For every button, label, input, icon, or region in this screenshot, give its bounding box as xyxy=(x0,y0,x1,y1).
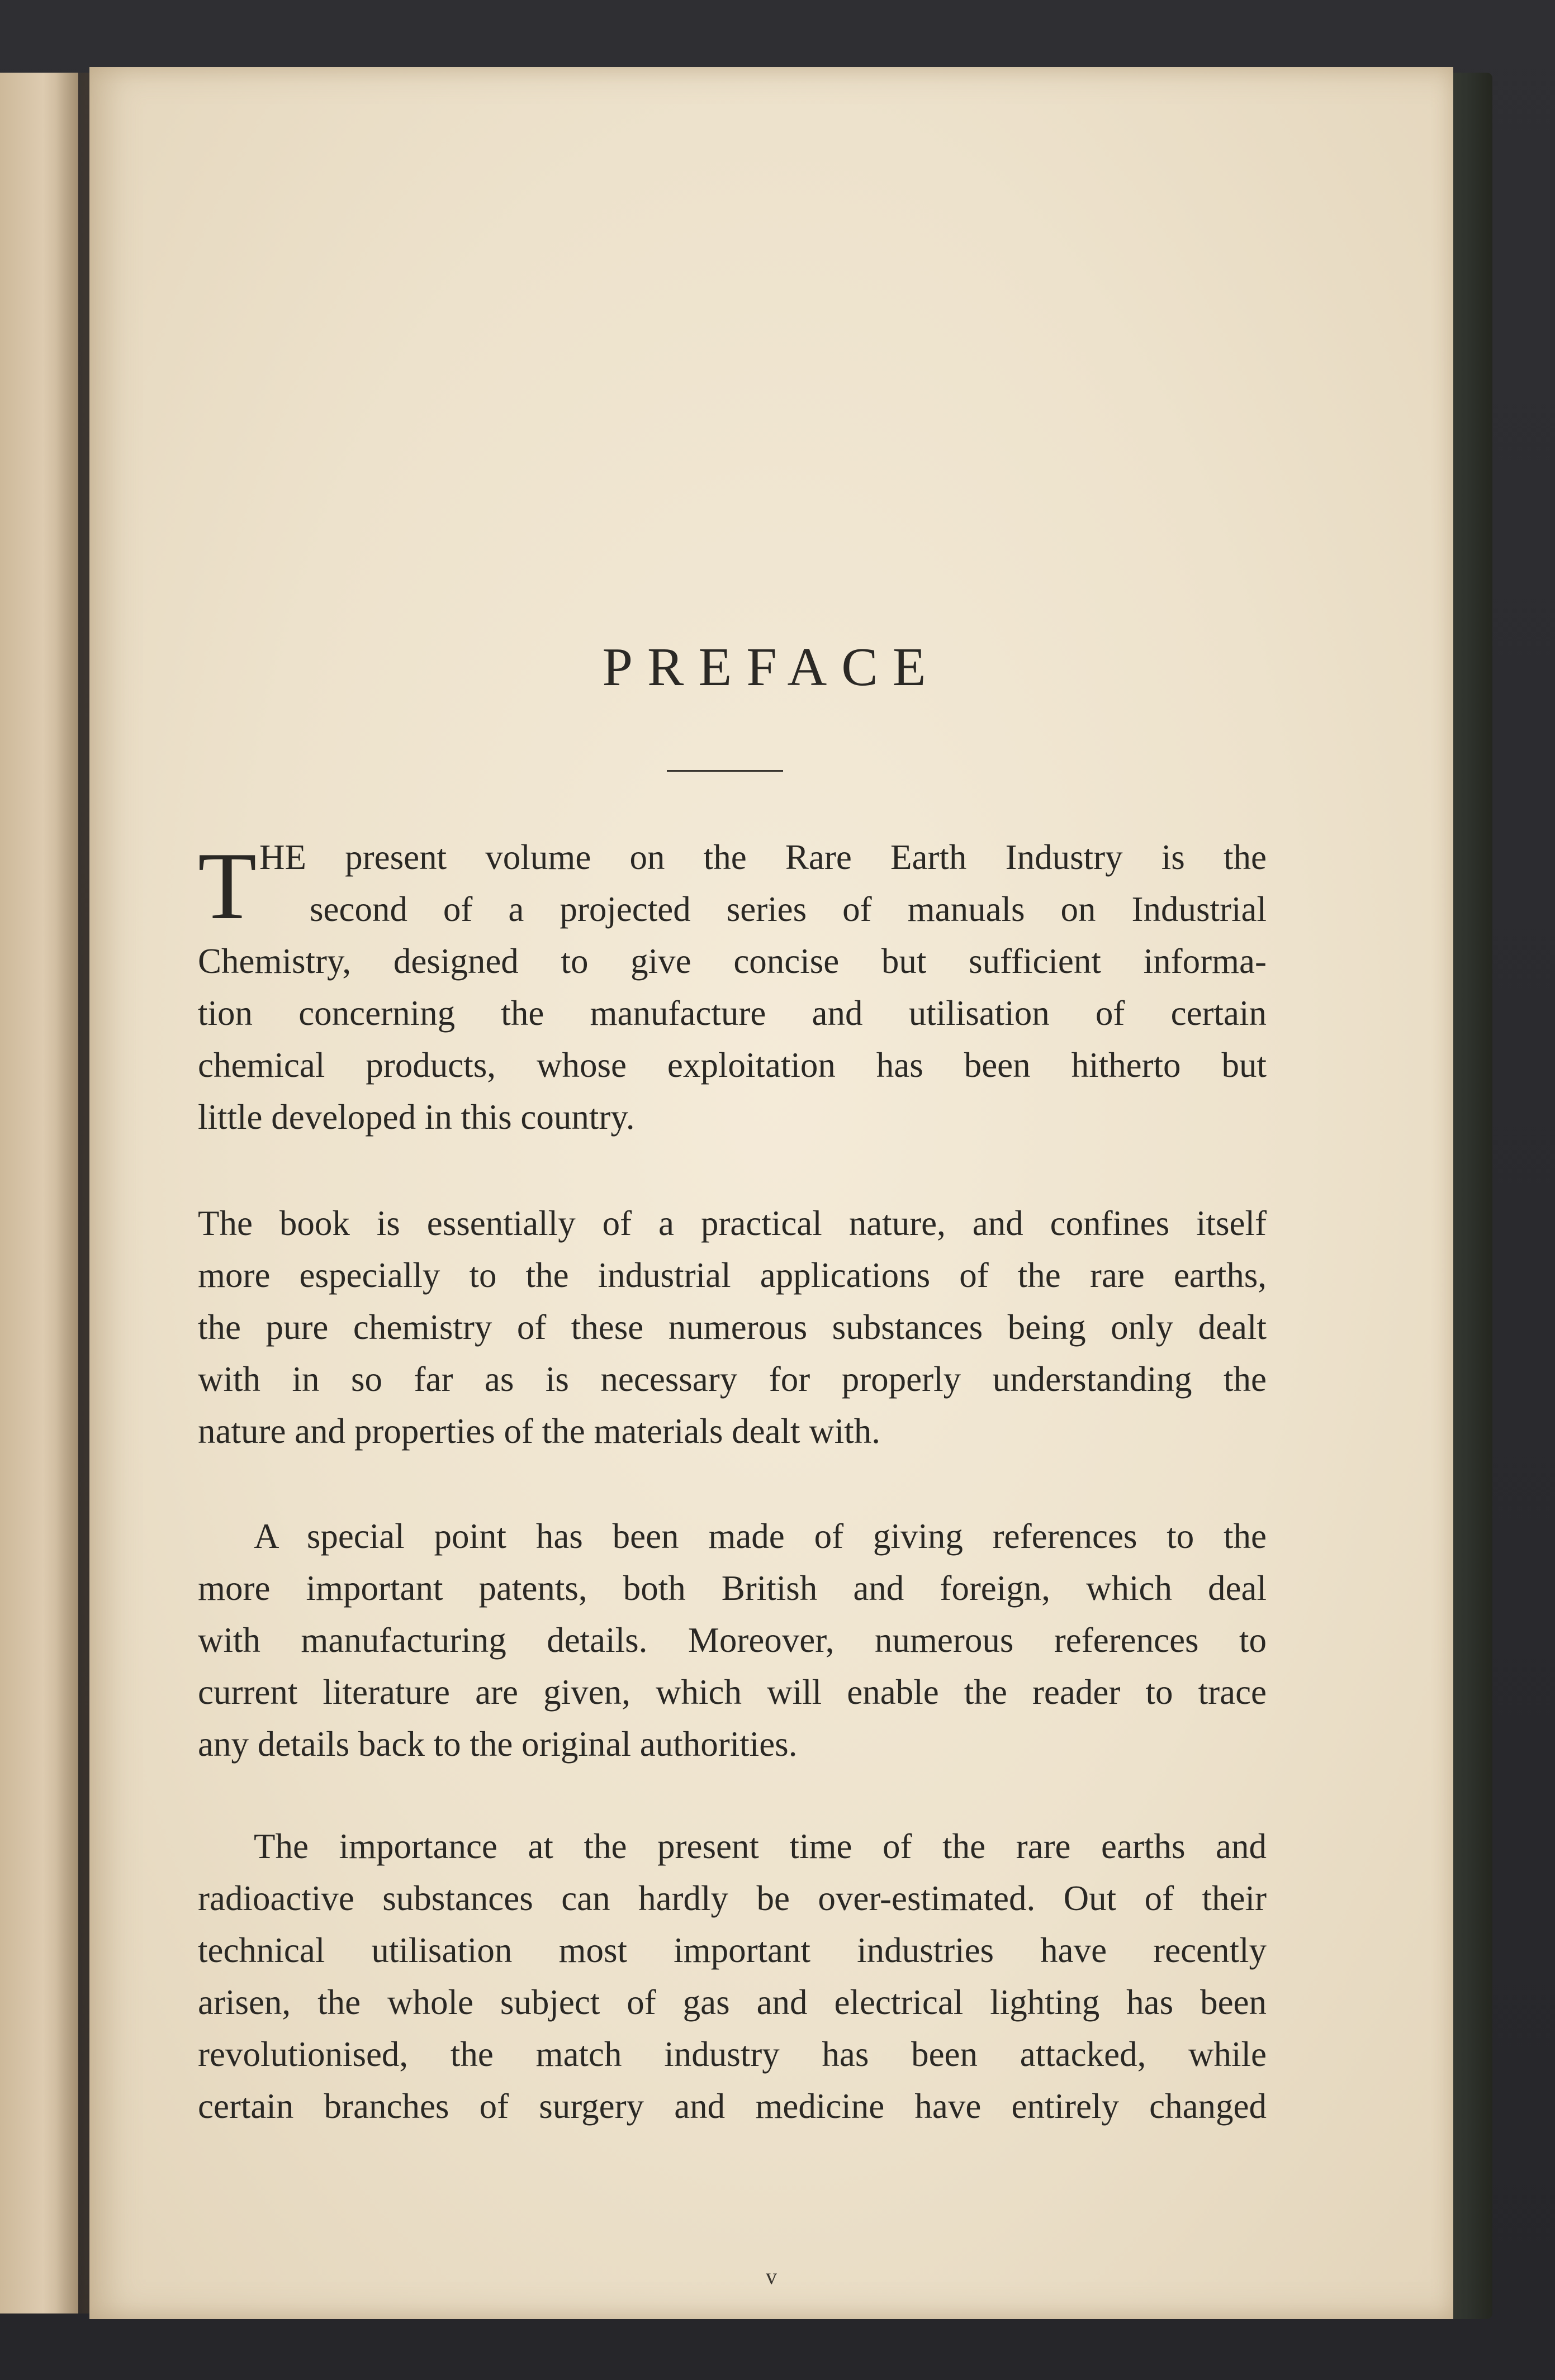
paragraph-line: more especially to the industrial applications of the rare earths, xyxy=(198,1256,1267,1295)
title-rule xyxy=(667,770,783,772)
paragraph-line: radioactive substances can hardly be over-estimated. Out of their xyxy=(198,1879,1267,1918)
paragraph-line: The book is essentially of a practical nature, and confines itself xyxy=(198,1204,1267,1243)
drop-cap: T xyxy=(198,833,257,939)
paragraph-line: HE present volume on the Rare Earth Industry is the xyxy=(259,838,1267,877)
paragraph-line: the pure chemistry of these numerous substances being only dealt xyxy=(198,1308,1267,1347)
paragraph-line: Chemistry, designed to give concise but sufficient informa- xyxy=(198,942,1267,981)
paragraph-line: chemical products, whose exploitation has been hitherto but xyxy=(198,1046,1267,1085)
paragraph-line: any details back to the original authorities. xyxy=(198,1725,798,1764)
paragraph-4 xyxy=(198,1821,1267,2132)
page-title: PREFACE xyxy=(602,637,941,697)
paragraph-1 xyxy=(198,832,1267,1143)
paragraph-line: The importance at the present time of the rare earths and xyxy=(254,1827,1267,1866)
paragraph-line: technical utilisation most important industries have recently xyxy=(198,1931,1267,1970)
paragraph-line: current literature are given, which will enable the reader to trace xyxy=(198,1673,1267,1712)
paragraph-line: A special point has been made of giving references to the xyxy=(254,1517,1267,1556)
paragraph-line: with in so far as is necessary for properly understanding the xyxy=(198,1360,1267,1399)
paragraph-3 xyxy=(198,1510,1267,1770)
paragraph-line: more important patents, both British and foreign, which deal xyxy=(198,1569,1267,1608)
book-page xyxy=(89,67,1453,2319)
paragraph-line: second of a projected series of manuals on Industrial xyxy=(310,890,1267,929)
paragraph-line: arisen, the whole subject of gas and electrical lighting has been xyxy=(198,1983,1267,2022)
paragraph-line: tion concerning the manufacture and utilisation of certain xyxy=(198,994,1267,1033)
paragraph-2 xyxy=(198,1198,1267,1457)
paragraph-line: revolutionised, the match industry has been attacked, while xyxy=(198,2035,1267,2074)
paragraph-line: little developed in this country. xyxy=(198,1098,635,1137)
paragraph-line: with manufacturing details. Moreover, numerous references to xyxy=(198,1621,1267,1660)
page-number: v xyxy=(766,2264,777,2289)
paragraph-line: nature and properties of the materials dealt with. xyxy=(198,1412,881,1451)
paragraph-line: certain branches of surgery and medicine have entirely changed xyxy=(198,2087,1267,2126)
